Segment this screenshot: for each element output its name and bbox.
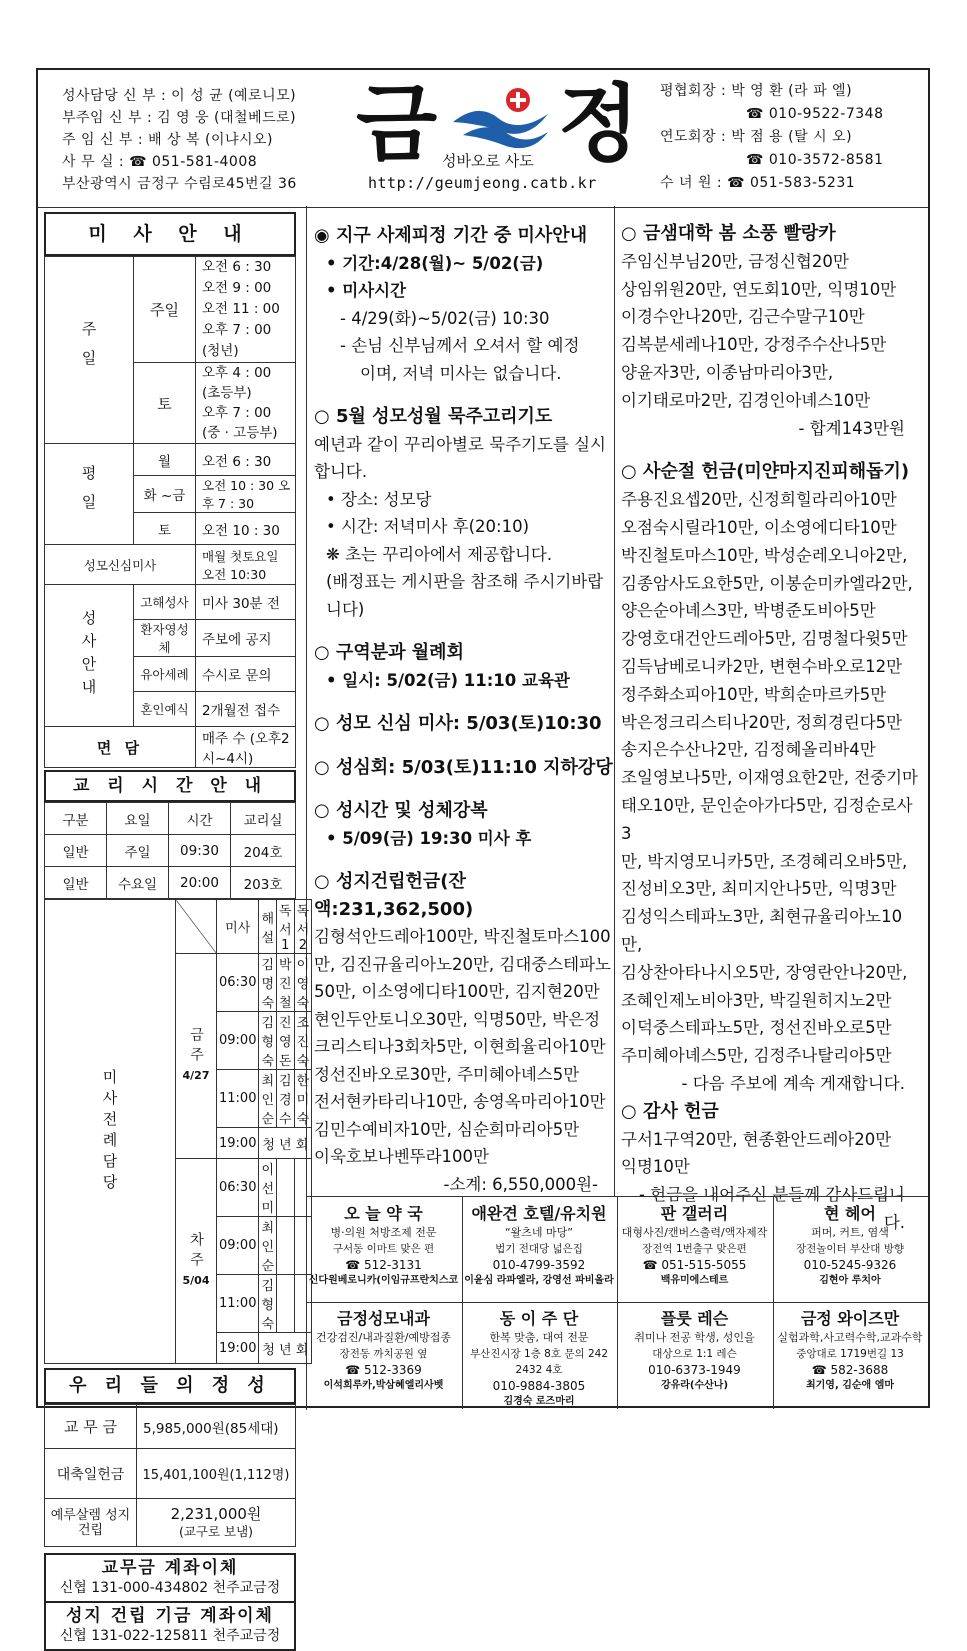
interview-info: 매주 수 (오후2시~4시) <box>196 727 296 768</box>
section-heading: ◉ 지구 사제피정 기간 중 미사안내 <box>314 225 588 246</box>
weekday-day: 월 <box>134 444 196 476</box>
text-line: 크리스티나3회차5만, 이현희율리아10만 <box>314 1037 606 1056</box>
text-line: 양윤자3만, 이종남마리아3만, <box>621 362 834 382</box>
text-line: 김종암사도요한5만, 이봉순미카엘라2만, <box>621 573 913 593</box>
time-line: 오전 9 : 00 <box>202 280 272 296</box>
council-info <box>660 80 883 195</box>
ad-card <box>617 1199 772 1304</box>
section-heading: ○ 금샘대학 봄 소풍 빨랑카 <box>621 223 836 244</box>
offering-amount: 2,231,000원 <box>170 1504 262 1523</box>
ad-line: 백유미에스테르 <box>660 1275 729 1286</box>
sunday-sub: 주일 <box>134 257 196 363</box>
ad-line: 장전동 까치공원 옆 <box>339 1348 428 1360</box>
ad-line: ☎ 582-3688 <box>811 1363 889 1377</box>
text-line: 진성비오3만, 최미지안나5만, 익명3만 <box>621 879 897 899</box>
week1-label <box>176 954 217 1159</box>
ad-line: 구서동 이마트 맞은 편 <box>332 1243 435 1255</box>
text-line: ❋ 초는 꾸리아에서 제공합니다. <box>326 544 553 564</box>
text-line: 김형석안드레아100만, 박진철토마스100 <box>314 927 611 946</box>
column-divider <box>614 206 615 1196</box>
altar-label: 미사전례담당 <box>45 900 176 1364</box>
text-line: 김성익스테파노3만, 최현규율리아노10만, <box>621 907 903 954</box>
account-title: 교무금 계좌이체 <box>101 1558 239 1578</box>
text-line: 김득남베로니카2만, 변현수바오로12만 <box>621 656 903 676</box>
catechism-cell: 수요일 <box>107 867 169 899</box>
ad-line: ☎ 051-515-5055 <box>642 1258 747 1272</box>
altar-time: 19:00 <box>217 1333 259 1364</box>
text-line: 김복분세레나10만, 강정주수산나5만 <box>621 335 887 355</box>
text-line: 구서1구역20만, 현종환안드레아20만 <box>621 1129 892 1149</box>
section-heading: ○ 성모 신심 미사: 5/03(토)10:30 <box>314 713 602 734</box>
weekday-label: 평일 <box>45 444 134 545</box>
altar-time: 06:30 <box>217 954 259 1012</box>
text-line: 이욱호보나벤뚜라100만 <box>314 1147 489 1166</box>
ad-line: 이윤심 라파엘라, 강영선 파비올라 <box>464 1275 614 1286</box>
ad-card <box>773 1304 928 1409</box>
ad-line: 중앙대로 1719번길 13 <box>796 1348 904 1360</box>
sacrament-info: 2개월전 접수 <box>196 692 296 727</box>
ad-line: ☎ 512-3131 <box>345 1258 422 1272</box>
altar-cell: 조진숙 <box>294 1012 312 1070</box>
text-line: • 미사시간 <box>326 281 407 300</box>
interview-label: 면 담 <box>45 727 196 768</box>
ad-card <box>617 1304 772 1409</box>
offering-amount-cell <box>137 1499 296 1547</box>
week-name: 차주 <box>188 1232 204 1272</box>
text-line: 태오10만, 문인순아가다5만, 김정순로사3 <box>621 795 913 843</box>
ad-line: “왈츠네 마당” <box>504 1226 574 1239</box>
ad-divider <box>306 1302 928 1303</box>
altar-cell: 김명숙 <box>259 954 277 1012</box>
saturday-times <box>196 363 296 444</box>
text-line: 박은정크리스티나20만, 정희경린다5만 <box>621 712 903 732</box>
sacrament-name: 유아세례 <box>134 657 196 692</box>
text-line: 현인두안토니오30만, 익명50만, 박은정 <box>314 1009 601 1029</box>
ad-card <box>306 1199 461 1304</box>
section-heading: ○ 5월 성모성월 묵주고리기도 <box>314 406 553 427</box>
ad-line: 건강검진/내과질환/예방접종 <box>316 1331 451 1344</box>
sacrament-info: 미사 30분 전 <box>196 585 296 620</box>
altar-cell: 김경수 <box>277 1070 295 1128</box>
clergy-line: 주 임 신 부 : 배 상 복 (이냐시오) <box>62 132 274 148</box>
text-line: 이경수안나20만, 김근수말구10만 <box>621 307 865 327</box>
council-line: ☎ 010-9522-7348 <box>746 106 884 122</box>
ad-name: 금정성모내과 <box>337 1309 430 1328</box>
text-line: 송지은수산나2만, 김정혜올리바4만 <box>621 740 876 760</box>
section-heading: ○ 성지건립헌금(잔액:231,362,500) <box>314 871 474 920</box>
sacrament-info: 수시로 문의 <box>196 657 296 692</box>
offering-name: 대축일헌금 <box>45 1449 137 1499</box>
offering-amount: 15,401,100원(1,112명) <box>137 1449 296 1499</box>
altar-cell <box>277 1217 295 1275</box>
text-line: 주용진요셉20만, 신정희힐라리아10만 <box>621 490 897 510</box>
ad-line: 장전역 1번출구 맞은편 <box>642 1243 747 1255</box>
section-heading: ○ 사순절 헌금(미얀마지진피해돕기) <box>621 461 910 483</box>
altar-cell: 진영돈 <box>277 1012 295 1070</box>
text-line: - 4/29(화)~5/02(금) 10:30 <box>340 308 550 328</box>
offering-table <box>44 1404 296 1547</box>
sacrament-label: 성사안내 <box>45 585 134 727</box>
altar-time: 19:00 <box>217 1128 259 1159</box>
time-line: 오후 4 : 00 (초등부) <box>202 365 272 401</box>
text-line: 양은순아녜스3만, 박병준도비아5만 <box>621 601 876 621</box>
text-line: - 합계143만원 <box>798 418 905 438</box>
offering-title: 우 리 들 의 정 성 <box>44 1368 296 1404</box>
account-box <box>44 1553 296 1603</box>
ad-line: 장전놀이터 부산대 방향 <box>795 1243 905 1255</box>
ad-line: 대형사진/캔버스출력/액자제작 <box>621 1226 768 1239</box>
altar-header: 해설 <box>259 900 277 954</box>
text-line: 오점숙시릴라10만, 이소영에디타10만 <box>621 517 897 537</box>
catechism-cell: 20:00 <box>169 867 231 899</box>
text-line <box>314 738 614 754</box>
altar-header: 독서2 <box>294 900 312 954</box>
text-line: • 기간:4/28(월)~ 5/02(금) <box>326 253 544 273</box>
ad-name: 현 헤어 <box>824 1204 876 1223</box>
bulletin-frame <box>36 68 930 1644</box>
weekday-time: 오전 10 : 30 오후 7 : 30 <box>196 476 296 513</box>
section-heading: ○ 성심회: 5/03(토)11:10 지하강당 <box>314 756 613 778</box>
altar-header: 미사 <box>217 900 259 954</box>
text-line: - 다음 주보에 계속 게재합니다. <box>681 1073 905 1093</box>
altar-cell: 최인순 <box>259 1070 277 1128</box>
donations-column <box>621 220 921 1237</box>
text-line: 익명10만 <box>621 1157 690 1177</box>
time-line: 오전 6 : 30 <box>202 259 272 275</box>
text-line: 김민수예비자10만, 심순희마리아5만 <box>314 1119 580 1139</box>
catechism-cell: 203호 <box>231 867 296 899</box>
ad-line: 퍼머, 커트, 염색 <box>811 1226 889 1239</box>
ad-line: 이석희루카,박삼혜엘리사벳 <box>323 1380 444 1391</box>
offering-amount: 5,985,000원(85세대) <box>137 1405 296 1449</box>
altar-cell: 한미숙 <box>294 1070 312 1128</box>
text-line: • 시간: 저녁미사 후(20:10) <box>326 517 530 536</box>
text-line: - 손님 신부님께서 오셔서 할 예정 <box>340 336 580 355</box>
text-line: 김상찬아타나시오5만, 장영란안나20만, <box>621 962 908 982</box>
text-line: 만, 박지영모니카5만, 조경혜리오바5만, <box>621 851 908 871</box>
sacrament-name: 혼인예식 <box>134 692 196 727</box>
ad-divider <box>773 1197 774 1409</box>
ad-line: 010-9884-3805 <box>492 1379 586 1393</box>
website-link[interactable]: http://geumjeong.catb.kr <box>368 174 597 192</box>
text-line: 50만, 이소영에디타100만, 김지현20만 <box>314 982 600 1001</box>
text-line: • 5/09(금) 19:30 미사 후 <box>326 828 532 848</box>
altar-cell: 최인순 <box>259 1217 277 1275</box>
ad-card <box>773 1199 928 1304</box>
offering-name: 교 무 금 <box>45 1405 137 1449</box>
header <box>38 70 928 206</box>
catechism-cell: 09:30 <box>169 835 231 867</box>
ad-card <box>462 1199 617 1304</box>
ad-divider <box>617 1197 618 1409</box>
altar-cell <box>277 1275 295 1333</box>
text-line: 예년과 같이 꾸리아별로 묵주기도를 실시 <box>314 434 606 454</box>
text-line: -소계: 6,550,000원- <box>443 1174 598 1194</box>
altar-header: 독서1 <box>277 900 295 954</box>
sacrament-name: 고해성사 <box>134 585 196 620</box>
catechism-table <box>44 802 296 899</box>
header-divider <box>38 207 928 208</box>
ad-name: 금정 와이즈만 <box>800 1309 900 1328</box>
ad-line: 부산진시장 1층 8호 문의 242 2432 4호 <box>469 1348 609 1376</box>
account-number: 신협 131-022-125811 천주교금정 <box>59 1628 281 1644</box>
sacrament-name: 환자영성체 <box>134 620 196 657</box>
patron-saint: 성바오로 사도 <box>442 152 534 170</box>
left-panel <box>44 212 310 1651</box>
offering-name: 예루살렘 성지건립 <box>45 1499 137 1547</box>
catechism-title: 교 리 시 간 안 내 <box>44 770 296 802</box>
offering-note: (교구로 보냄) <box>178 1523 254 1539</box>
time-line: 오후 7 : 00 (중 · 고등부) <box>202 405 278 441</box>
account-number: 신협 131-000-434802 천주교금정 <box>59 1580 281 1596</box>
clergy-line: 부주임 신 부 : 김 영 웅 (대철베드로) <box>62 110 297 126</box>
text-line: 상임위원20만, 연도회10만, 익명10만 <box>621 279 897 299</box>
altar-cell: 이영숙 <box>294 954 312 1012</box>
text-line: • 장소: 성모당 <box>326 489 432 509</box>
announcements-column <box>314 222 614 1198</box>
altar-cell <box>277 1159 295 1217</box>
text-line: 만, 김진규율리아노20만, 김대중스테파노 <box>314 954 611 974</box>
altar-time: 09:00 <box>217 1012 259 1070</box>
altar-time: 06:30 <box>217 1159 259 1217</box>
mass-table <box>44 256 296 768</box>
text-line: 이기태로마2만, 김경인아녜스10만 <box>621 390 871 410</box>
ad-line: 010-5245-9326 <box>803 1258 897 1272</box>
altar-time: 11:00 <box>217 1275 259 1333</box>
section-heading: ○ 성시간 및 성체강복 <box>314 800 488 821</box>
account-title: 성지 건립 기금 계좌이체 <box>66 1606 274 1626</box>
ad-divider <box>462 1197 463 1409</box>
text-line: - 헌금을 내어주신 분들께 감사드립니다. <box>638 1185 905 1232</box>
ad-line: ☎ 512-3369 <box>345 1363 422 1377</box>
ad-line: 010-6373-1949 <box>648 1363 741 1377</box>
text-line <box>314 852 614 868</box>
catechism-cell: 일반 <box>45 835 107 867</box>
text-line: 주임신부님20만, 금정신협20만 <box>621 251 849 271</box>
saturday-label: 토 <box>134 363 196 444</box>
text-line <box>314 387 614 403</box>
catechism-header: 구분 <box>45 803 107 835</box>
time-line: 오전 11 : 00 <box>202 301 280 317</box>
council-line: 수 녀 원 : ☎ 051-583-5231 <box>660 175 856 191</box>
altar-time: 11:00 <box>217 1070 259 1128</box>
catechism-header: 교리실 <box>231 803 296 835</box>
sacrament-info: 주보에 공지 <box>196 620 296 657</box>
weekday-day: 화 ~금 <box>134 476 196 513</box>
advertisements <box>306 1196 928 1410</box>
title-left: 금 <box>356 75 438 173</box>
catechism-cell: 주일 <box>107 835 169 867</box>
ad-line: 대상으로 1:1 레슨 <box>652 1348 737 1360</box>
text-line: 전서현카타리나10만, 송영옥마리아10만 <box>314 1092 606 1111</box>
clergy-info <box>62 85 297 195</box>
ad-line: 010-4799-3592 <box>492 1258 586 1272</box>
ad-line: 취미나 전공 학생, 성인을 <box>634 1331 755 1344</box>
ad-name: 플룻 레슨 <box>660 1309 729 1328</box>
text-line: 강영호대건안드레아5만, 김명철다윗5만 <box>621 629 908 649</box>
first-sat-label: 성모신심미사 <box>45 545 196 585</box>
weekday-day: 토 <box>134 513 196 545</box>
text-line <box>314 694 614 710</box>
catechism-cell: 204호 <box>231 835 296 867</box>
altar-cell: 김형숙 <box>259 1012 277 1070</box>
text-line: 주미혜아녜스5만, 김정주나탈리아5만 <box>621 1046 892 1066</box>
council-line: 연도회장 : 박 점 용 (탈 시 오) <box>660 129 853 145</box>
text-line: (배정표는 게시판을 참조해 주시기바랍니다) <box>326 572 604 619</box>
ad-line: 한복 맞춤, 대여 전문 <box>489 1331 589 1344</box>
ad-name: 동 이 주 단 <box>499 1309 579 1328</box>
altar-cell: 김형숙 <box>259 1275 277 1333</box>
clergy-line: 사 무 실 : ☎ 051-581-4008 <box>62 154 258 170</box>
text-line: 정주화소피아10만, 박희순마르카5만 <box>621 684 887 704</box>
text-line <box>314 623 614 639</box>
altar-time: 09:00 <box>217 1217 259 1275</box>
first-sat-time: 매월 첫토요일 오전 10:30 <box>196 545 296 585</box>
clergy-line: 성사담당 신 부 : 이 성 균 (예로니모) <box>62 88 297 104</box>
week-name: 금주 <box>188 1027 204 1067</box>
altar-youth: 청 년 회 <box>259 1128 312 1159</box>
clergy-line: 부산광역시 금정구 수림로45번길 36 <box>62 176 297 192</box>
sunday-label: 주일 <box>45 257 134 444</box>
altar-cell: 이선미 <box>259 1159 277 1217</box>
weekday-time: 오전 10 : 30 <box>196 513 296 545</box>
ad-card <box>306 1304 461 1409</box>
text-line <box>314 781 614 797</box>
weekday-time: 오전 6 : 30 <box>196 444 296 476</box>
text-line: 이며, 저녁 미사는 없습니다. <box>360 363 562 383</box>
mass-title: 미 사 안 내 <box>44 212 296 256</box>
catechism-cell: 일반 <box>45 867 107 899</box>
text-line: 박진철토마스10만, 박성순레오니아2만, <box>621 545 908 565</box>
ad-line: 김경숙 로즈마리 <box>503 1396 575 1407</box>
council-line: ☎ 010-3572-8581 <box>746 152 884 168</box>
text-line: 조혜인제노비아3만, 박길원히지노2만 <box>621 990 892 1010</box>
week2-label <box>176 1159 217 1364</box>
parish-logo-icon <box>448 80 558 160</box>
ad-name: 판 갤러리 <box>660 1204 729 1223</box>
ad-line: 신다원베로니카(이임규프란치스코 <box>308 1275 459 1286</box>
ad-line: 김현아 루치아 <box>819 1275 881 1286</box>
text-line <box>621 442 921 458</box>
ad-name: 오 늘 약 국 <box>344 1204 423 1223</box>
text-line: 조일영보나5만, 이재영요한2만, 전중기마 <box>621 768 918 788</box>
text-line: 이덕중스테파노5만, 정선진바오로5만 <box>621 1018 892 1038</box>
text-line: 합니다. <box>314 462 368 481</box>
section-heading: ○ 감사 헌금 <box>621 1100 719 1122</box>
ad-line: 실험과학,사고력수학,교과수학 <box>777 1331 923 1344</box>
ad-line: 병·의원 처방조제 전문 <box>330 1226 437 1239</box>
sunday-times <box>196 257 296 363</box>
catechism-header: 시간 <box>169 803 231 835</box>
altar-cell: 박진철 <box>277 954 295 1012</box>
time-line: 오후 7 : 00 (청년) <box>202 322 272 359</box>
catechism-header: 요일 <box>107 803 169 835</box>
altar-table <box>44 899 312 1364</box>
title-right: 정 <box>558 75 640 173</box>
section-heading: ○ 구역분과 월례회 <box>314 642 464 663</box>
week-date: 5/04 <box>182 1274 210 1287</box>
ad-name: 애완견 호텔/유치원 <box>471 1204 607 1223</box>
ad-card <box>462 1304 617 1409</box>
week-date: 4/27 <box>182 1069 210 1082</box>
text-line: • 일시: 5/02(금) 11:10 교육관 <box>326 670 570 690</box>
account-box <box>44 1603 296 1651</box>
altar-corner <box>176 900 217 954</box>
ad-line: 최기영, 김순애 엠마 <box>805 1380 895 1391</box>
text-line: 정선진바오로30만, 주미혜아녜스5만 <box>314 1064 580 1084</box>
council-line: 평협회장 : 박 영 환 (라 파 엘) <box>660 83 853 99</box>
ad-line: 법기 전대당 넓은집 <box>495 1243 583 1255</box>
ad-line: 강유라(수산나) <box>660 1380 729 1391</box>
altar-youth: 청 년 회 <box>259 1333 312 1364</box>
